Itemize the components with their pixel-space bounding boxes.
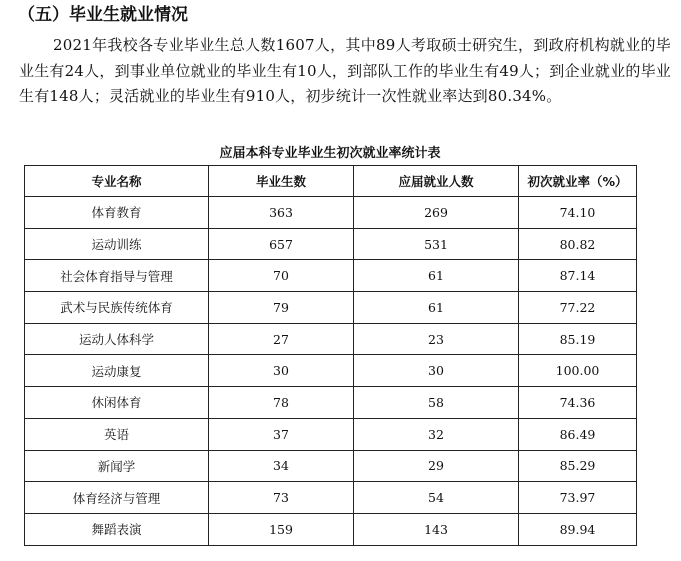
section-heading: （五）毕业生就业情况 <box>18 5 188 25</box>
employment-rate-cell: 77.22 <box>519 292 637 324</box>
table-row <box>25 418 637 450</box>
employed-count-cell: 269 <box>354 197 519 229</box>
major-name-cell: 运动训练 <box>25 228 209 260</box>
major-name-cell: 武术与民族传统体育 <box>25 292 209 324</box>
major-name-cell: 英语 <box>25 418 209 450</box>
employment-rate-cell: 89.94 <box>519 513 637 545</box>
table-row <box>25 292 637 324</box>
employment-rate-cell: 86.49 <box>519 418 637 450</box>
employment-rate-table <box>24 165 637 546</box>
header-major-name: 专业名称 <box>25 166 209 197</box>
header-employment-rate: 初次就业率（%） <box>519 166 637 197</box>
employment-rate-cell: 85.29 <box>519 450 637 482</box>
employed-count-cell: 531 <box>354 228 519 260</box>
employment-rate-cell: 74.10 <box>519 197 637 229</box>
table-body <box>25 197 637 546</box>
employment-rate-cell: 87.14 <box>519 260 637 292</box>
graduate-count-cell: 37 <box>209 418 354 450</box>
table-row <box>25 513 637 545</box>
employed-count-cell: 58 <box>354 387 519 419</box>
employed-count-cell: 29 <box>354 450 519 482</box>
graduate-count-cell: 79 <box>209 292 354 324</box>
employment-summary-paragraph: 2021年我校各专业毕业生总人数1607人，其中89人考取硕士研究生，到政府机构就业的毕业生有24人，到事业单位就业的毕业生有10人，到部队工作的毕业生有49人；到企业就业的毕业生有148人；灵活就业的毕业生有910人，初步统计一次性就业率达到80.34%。 <box>19 36 671 105</box>
employment-rate-cell: 85.19 <box>519 323 637 355</box>
graduate-count-cell: 27 <box>209 323 354 355</box>
major-name-cell: 新闻学 <box>25 450 209 482</box>
employed-count-cell: 61 <box>354 292 519 324</box>
employed-count-cell: 143 <box>354 513 519 545</box>
table-row <box>25 450 637 482</box>
graduate-count-cell: 30 <box>209 355 354 387</box>
employed-count-cell: 23 <box>354 323 519 355</box>
graduate-count-cell: 159 <box>209 513 354 545</box>
major-name-cell: 体育教育 <box>25 197 209 229</box>
table-row <box>25 260 637 292</box>
table-row <box>25 355 637 387</box>
major-name-cell: 运动人体科学 <box>25 323 209 355</box>
major-name-cell: 运动康复 <box>25 355 209 387</box>
graduate-count-cell: 73 <box>209 482 354 514</box>
table-row <box>25 323 637 355</box>
employed-count-cell: 30 <box>354 355 519 387</box>
graduate-count-cell: 657 <box>209 228 354 260</box>
employment-rate-cell: 80.82 <box>519 228 637 260</box>
employed-count-cell: 32 <box>354 418 519 450</box>
employed-count-cell: 61 <box>354 260 519 292</box>
graduate-count-cell: 34 <box>209 450 354 482</box>
major-name-cell: 舞蹈表演 <box>25 513 209 545</box>
employment-rate-cell: 100.00 <box>519 355 637 387</box>
table-row <box>25 197 637 229</box>
major-name-cell: 休闲体育 <box>25 387 209 419</box>
table-row <box>25 228 637 260</box>
major-name-cell: 社会体育指导与管理 <box>25 260 209 292</box>
header-employed-count: 应届就业人数 <box>354 166 519 197</box>
graduate-count-cell: 363 <box>209 197 354 229</box>
table-row <box>25 482 637 514</box>
graduate-count-cell: 70 <box>209 260 354 292</box>
employed-count-cell: 54 <box>354 482 519 514</box>
table-row <box>25 387 637 419</box>
header-graduate-count: 毕业生数 <box>209 166 354 197</box>
table-caption: 应届本科专业毕业生初次就业率统计表 <box>219 146 441 161</box>
employment-rate-cell: 74.36 <box>519 387 637 419</box>
employment-rate-cell: 73.97 <box>519 482 637 514</box>
graduate-count-cell: 78 <box>209 387 354 419</box>
major-name-cell: 体育经济与管理 <box>25 482 209 514</box>
table-header-row <box>25 166 637 197</box>
